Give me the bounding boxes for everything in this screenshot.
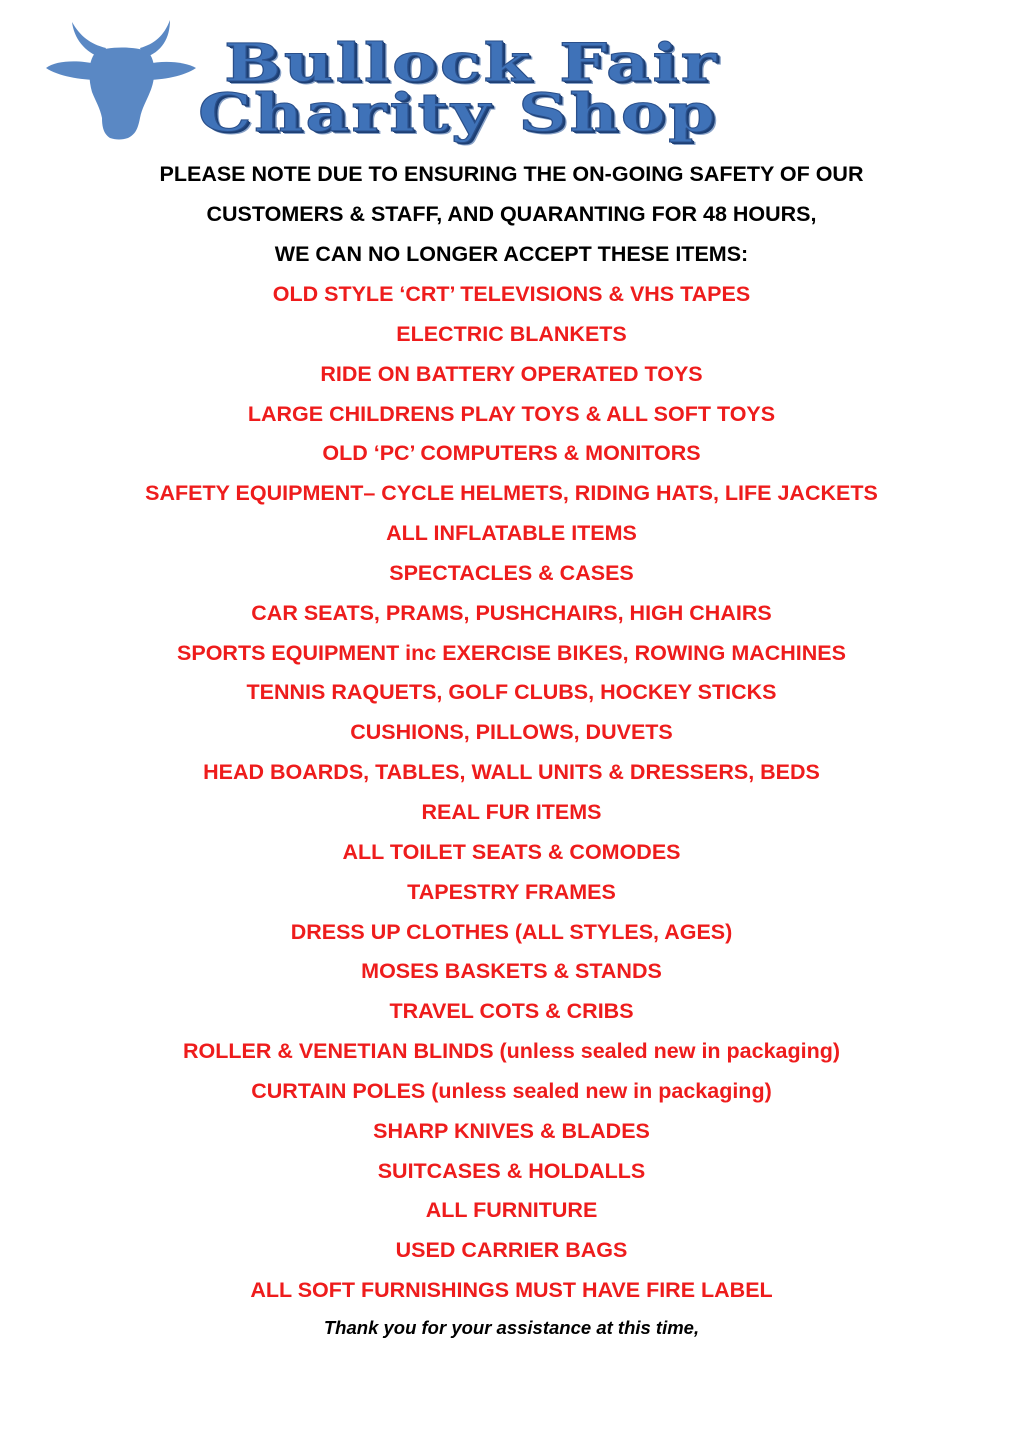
list-item: ALL INFLATABLE ITEMS	[386, 521, 637, 546]
list-item: RIDE ON BATTERY OPERATED TOYS	[320, 361, 703, 386]
list-item: LARGE CHILDRENS PLAY TOYS & ALL SOFT TOYS	[247, 401, 776, 426]
shop-title-line-1: Bullock Fair	[224, 33, 719, 94]
list-item: USED CARRIER BAGS	[395, 1238, 628, 1263]
list-item: OLD STYLE ‘CRT’ TELEVISIONS & VHS TAPES	[272, 282, 751, 306]
list-item: TRAVEL COTS & CRIBS	[389, 999, 634, 1024]
list-item: HEAD BOARDS, TABLES, WALL UNITS & DRESSERS, BEDS	[203, 760, 820, 785]
list-item: CAR SEATS, PRAMS, PUSHCHAIRS, HIGH CHAIRS	[251, 600, 772, 625]
closing-message: Thank you for your assistance at this time,	[323, 1316, 700, 1338]
intro-line: PLEASE NOTE DUE TO ENSURING THE ON-GOING SAFETY OF OUR	[159, 162, 864, 186]
list-item: SPORTS EQUIPMENT inc EXERCISE BIKES, ROWING MACHINES	[177, 640, 846, 665]
list-item: SHARP KNIVES & BLADES	[373, 1118, 650, 1143]
list-item: ROLLER & VENETIAN BLINDS (unless sealed new in packaging)	[182, 1039, 841, 1064]
list-item: CUSHIONS, PILLOWS, DUVETS	[350, 720, 673, 745]
prohibited-items-list	[0, 276, 1023, 1312]
list-item: ELECTRIC BLANKETS	[396, 321, 627, 346]
list-item: ALL SOFT FURNISHINGS MUST HAVE FIRE LABEL	[250, 1278, 773, 1303]
list-item: ALL FURNITURE	[425, 1198, 598, 1223]
list-item: TENNIS RAQUETS, GOLF CLUBS, HOCKEY STICKS	[246, 680, 777, 705]
list-item: SUITCASES & HOLDALLS	[377, 1158, 646, 1183]
notice-section	[0, 156, 1023, 1348]
list-item: SPECTACLES & CASES	[389, 560, 634, 585]
shop-header	[0, 0, 1023, 150]
list-item: MOSES BASKETS & STANDS	[361, 959, 662, 984]
list-item: CURTAIN POLES (unless sealed new in packaging)	[251, 1078, 772, 1103]
list-item: OLD ‘PC’ COMPUTERS & MONITORS	[322, 441, 701, 466]
intro-line: WE CAN NO LONGER ACCEPT THESE ITEMS:	[274, 242, 749, 266]
shop-title-line-2: Charity Shop	[198, 83, 718, 144]
list-item: REAL FUR ITEMS	[421, 799, 602, 824]
list-item: TAPESTRY FRAMES	[407, 879, 616, 904]
intro-line: CUSTOMERS & STAFF, AND QUARANTING FOR 48 HOURS,	[206, 202, 817, 226]
list-item: DRESS UP CLOTHES (ALL STYLES, AGES)	[290, 919, 733, 944]
list-item: SAFETY EQUIPMENT– CYCLE HELMETS, RIDING HATS, LIFE JACKETS	[145, 481, 878, 506]
bull-head-icon	[44, 16, 200, 144]
list-item: ALL TOILET SEATS & COMODES	[342, 839, 681, 864]
